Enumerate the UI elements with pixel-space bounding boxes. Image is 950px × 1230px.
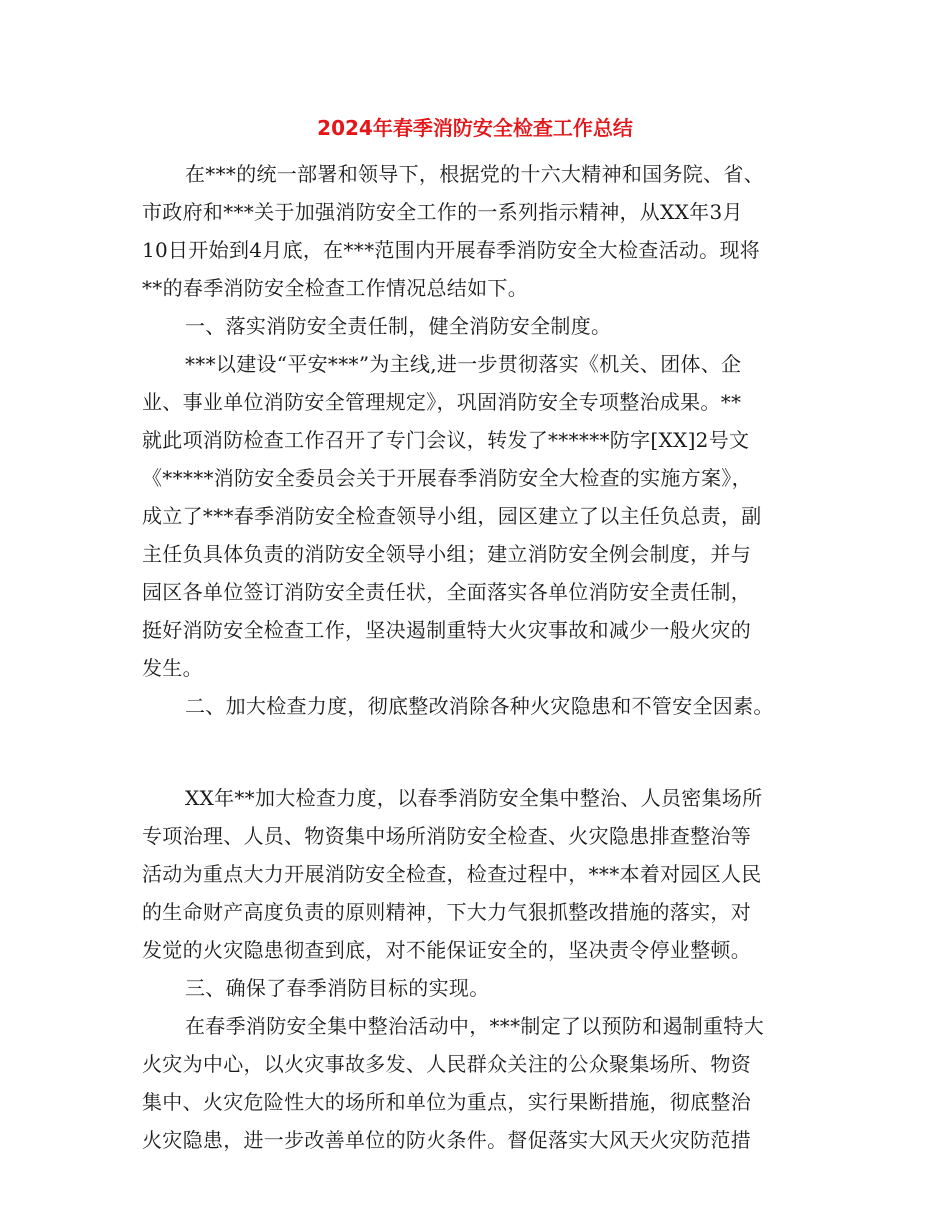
paragraph-line: 活动为重点大力开展消防安全检查，检查过程中，***本着对园区人民 — [142, 862, 762, 886]
paragraph-line: 发觉的火灾隐患彻查到底，对不能保证安全的，坚决责令停业整顿。 — [142, 938, 751, 962]
paragraph-line: 集中、火灾危险性大的场所和单位为重点，实行果断措施，彻底整治 — [142, 1090, 751, 1114]
paragraph-line: 《*****消防安全委员会关于开展春季消防安全大检查的实施方案》， — [142, 466, 752, 490]
paragraph-line: ***以建设“平安***”为主线,进一步贯彻落实《机关、团体、企 — [185, 352, 742, 376]
section-heading: 一、落实消防安全责任制，健全消防安全制度。 — [185, 314, 612, 338]
paragraph-line: 挺好消防安全检查工作，坚决遏制重特大火灾事故和减少一般火灾的 — [142, 618, 751, 642]
paragraph-line: 就此项消防检查工作召开了专门会议，转发了******防字[XX]2号文 — [142, 428, 750, 452]
paragraph-line: 火灾隐患，进一步改善单位的防火条件。督促落实大风天火灾防范措 — [142, 1128, 751, 1152]
document-title: 2024年春季消防安全检查工作总结 — [317, 116, 633, 140]
document-body — [142, 155, 806, 1159]
paragraph-line: XX年**加大检查力度，以春季消防安全集中整治、人员密集场所 — [185, 786, 763, 810]
paragraph-line: 火灾为中心，以火灾事故多发、人民群众关注的公众聚集场所、物资 — [142, 1052, 751, 1076]
paragraph-line: 的生命财产高度负责的原则精神，下大力气狠抓整改措施的落实，对 — [142, 900, 751, 924]
paragraph-line: 成立了***春季消防安全检查领导小组，园区建立了以主任负总责，副 — [142, 504, 762, 528]
paragraph-line: **的春季消防安全检查工作情况总结如下。 — [142, 276, 528, 300]
paragraph-line: 10日开始到4月底，在***范围内开展春季消防安全大检查活动。现将 — [142, 238, 761, 262]
paragraph-gap — [142, 725, 806, 779]
paragraph-line: 市政府和***关于加强消防安全工作的一系列指示精神，从XX年3月 — [142, 200, 743, 224]
paragraph-line: 主任负具体负责的消防安全领导小组；建立消防安全例会制度，并与 — [142, 542, 751, 566]
paragraph-line: 专项治理、人员、物资集中场所消防安全检查、火灾隐患排查整治等 — [142, 824, 751, 848]
section-heading: 二、加大检查力度，彻底整改消除各种火灾隐患和不管安全因素。 — [185, 694, 774, 718]
section-heading: 三、确保了春季消防目标的实现。 — [185, 976, 490, 1000]
paragraph-line: 在春季消防安全集中整治活动中，***制定了以预防和遏制重特大 — [185, 1014, 764, 1038]
paragraph-line: 发生。 — [142, 656, 203, 680]
paragraph-line: 业、事业单位消防安全管理规定》，巩固消防安全专项整治成果。** — [142, 390, 742, 414]
paragraph-line: 园区各单位签订消防安全责任状，全面落实各单位消防安全责任制， — [142, 580, 751, 604]
paragraph-line: 在***的统一部署和领导下，根据党的十六大精神和国务院、省、 — [185, 162, 764, 186]
